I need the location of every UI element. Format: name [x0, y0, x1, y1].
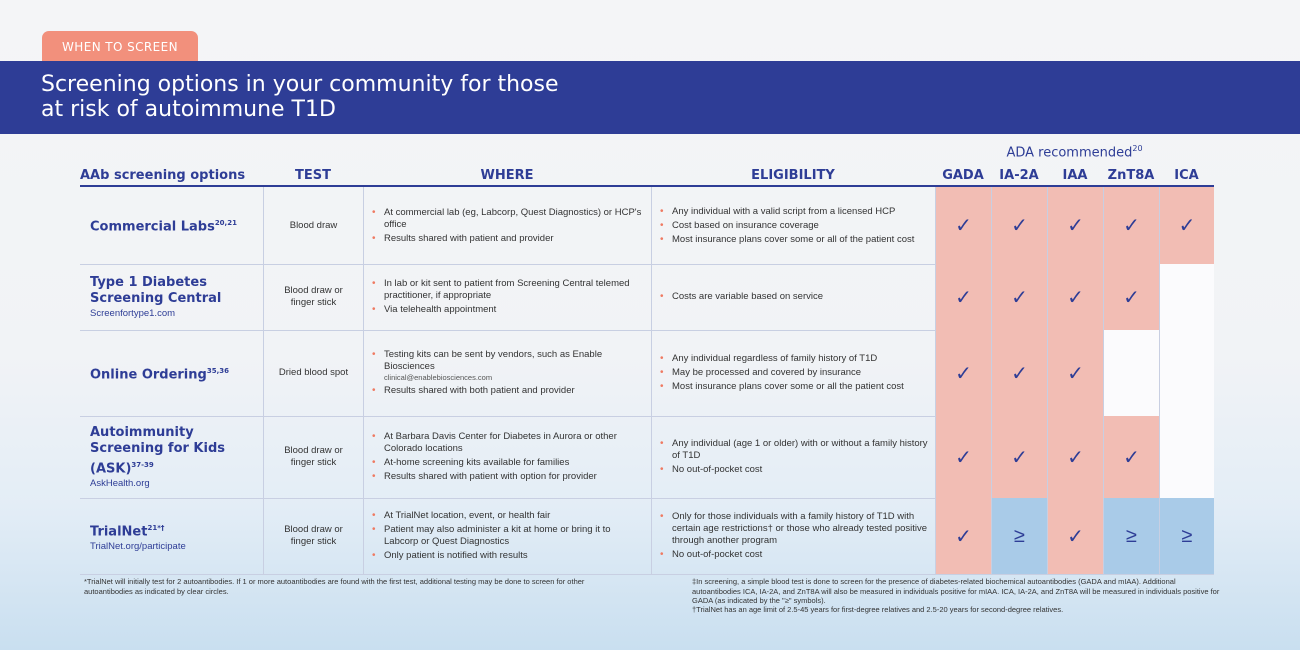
- where-item-text: At commercial lab (eg, Labcorp, Quest Diagnostics) or HCP's office: [384, 206, 642, 230]
- ica-mark-cell: [1159, 498, 1214, 574]
- ia2a-mark-cell: [991, 330, 1047, 416]
- znt8a-mark-cell: [1103, 330, 1159, 416]
- check-icon: ✓: [1067, 362, 1084, 385]
- option-name: [90, 215, 263, 235]
- eligibility-item: • Any individual with a valid script from a licensed HCP: [660, 206, 929, 218]
- where-cell: [363, 187, 651, 264]
- option-name-text: Commercial Labs: [90, 219, 215, 235]
- eligibility-item: • Costs are variable based on service: [660, 291, 929, 303]
- ica-mark-cell: [1159, 187, 1214, 264]
- where-item-text: Only patient is notified with results: [384, 550, 528, 561]
- option-reference: 20,21: [214, 219, 237, 228]
- where-cell: [363, 416, 651, 498]
- option-name-text: Type 1 Diabetes Screening Central: [90, 275, 222, 306]
- gada-mark-cell: [935, 264, 991, 330]
- vendor-email: clinical@enablebiosciences.com: [384, 373, 493, 382]
- section-tag: WHEN TO SCREEN: [42, 31, 198, 63]
- where-item-text: Results shared with patient and provider: [384, 232, 554, 244]
- where-item: [372, 207, 645, 231]
- where-item-text: At TrialNet location, event, or health fair: [384, 510, 551, 521]
- option-reference: 21*†: [147, 523, 165, 532]
- iaa-mark-cell: [1047, 498, 1103, 574]
- ia2a-mark-cell: [991, 416, 1047, 498]
- iaa-mark-cell: [1047, 330, 1103, 416]
- eligibility-item: • Cost based on insurance coverage: [660, 220, 929, 232]
- eligibility-cell: [651, 264, 935, 330]
- ada-label-text: ADA recommended: [1006, 145, 1133, 161]
- title-line-1: Screening options in your community for those: [41, 72, 559, 97]
- where-item: [372, 304, 645, 316]
- check-icon: ✓: [1067, 446, 1084, 469]
- check-icon: ✓: [1123, 446, 1140, 469]
- where-item: [372, 233, 645, 245]
- eligibility-cell: [651, 416, 935, 498]
- where-item: [372, 457, 645, 469]
- option-reference: 37-39: [131, 460, 154, 469]
- eligibility-item: • Any individual (age 1 or older) with or without a family history of T1D: [660, 438, 929, 462]
- option-name-text: Online Ordering: [90, 367, 207, 383]
- eligibility-cell: [651, 330, 935, 416]
- option-name: [90, 275, 263, 307]
- ica-mark-cell: [1159, 264, 1214, 330]
- check-icon: ✓: [1011, 215, 1028, 237]
- test-cell: Blood draw or finger stick: [263, 416, 363, 498]
- ia2a-mark-cell: [991, 187, 1047, 264]
- ada-recommended-label: [935, 144, 1214, 160]
- page-title: [41, 72, 681, 122]
- where-item: [372, 349, 645, 383]
- footnote-right-1: ‡In screening, a simple blood test is done to screen for the presence of diabetes-related biochemical autoantibodies (GADA and mIAA). Additional autoantibodies ICA, IA-2A, and ZnT8A will also be measured in individuals positive for mIAA. ICA, IA-2A, and ZnT8A will be measured in individuals positive for GADA (as indicated by the "≥" symbols).: [692, 577, 1220, 605]
- option-name-text: TrialNet: [90, 524, 148, 540]
- header-ia2a: IA-2A: [999, 168, 1039, 183]
- where-item: [372, 431, 645, 455]
- option-cell: [80, 264, 263, 330]
- znt8a-mark-cell: [1103, 416, 1159, 498]
- check-icon: ✓: [1011, 446, 1028, 469]
- gada-mark-cell: [935, 498, 991, 574]
- znt8a-mark-cell: [1103, 187, 1159, 264]
- greater-equal-icon: ≥: [1126, 524, 1137, 547]
- where-item: [372, 524, 645, 548]
- header-eligibility: ELIGIBILITY: [751, 168, 835, 183]
- table-row: [80, 416, 1214, 499]
- where-cell: [363, 498, 651, 574]
- where-item-text: Patient may also administer a kit at home or bring it to Labcorp or Quest Diagnostics: [384, 524, 611, 547]
- footnote-right-2: †TrialNet has an age limit of 2.5-45 years for first-degree relatives and 2.5-20 years for second-degree relatives.: [692, 605, 1064, 614]
- check-icon: ✓: [955, 446, 972, 469]
- iaa-mark-cell: [1047, 264, 1103, 330]
- option-name-text: Autoimmunity Screening for Kids (ASK): [90, 424, 226, 477]
- header-option: AAb screening options: [80, 168, 246, 183]
- title-banner: [0, 61, 1300, 134]
- where-item-text: Results shared with patient with option for provider: [384, 471, 597, 482]
- option-cell: [80, 416, 263, 498]
- footnote-left: *TrialNet will initially test for 2 autoantibodies. If 1 or more autoantibodies are found with the first test, additional testing may be done to screen for other autoantibodies as indicated by clear circles.: [84, 577, 585, 596]
- eligibility-item: • Any individual regardless of family history of T1D: [660, 353, 929, 365]
- check-icon: ✓: [1011, 362, 1028, 385]
- check-icon: ✓: [955, 525, 972, 548]
- check-icon: ✓: [1123, 215, 1140, 237]
- test-cell: Blood draw: [263, 187, 363, 264]
- where-item-text: In lab or kit sent to patient from Screening Central telemed practitioner, if appropriate: [384, 278, 630, 301]
- eligibility-cell: [651, 187, 935, 264]
- where-item-text: At-home screening kits available for families: [384, 457, 570, 468]
- title-line-2: at risk of autoimmune T1D: [41, 97, 336, 122]
- ada-sup: 20: [1132, 144, 1143, 153]
- header-ica: ICA: [1174, 168, 1199, 183]
- option-url[interactable]: TrialNet.org/participate: [90, 541, 186, 553]
- iaa-mark-cell: [1047, 187, 1103, 264]
- option-reference: 35,36: [206, 366, 229, 375]
- table-row: [80, 498, 1214, 575]
- check-icon: ✓: [955, 215, 972, 237]
- eligibility-item: • No out-of-pocket cost: [660, 464, 929, 476]
- option-cell: [80, 330, 263, 416]
- table-row: [80, 330, 1214, 417]
- gada-mark-cell: [935, 187, 991, 264]
- check-icon: ✓: [1067, 215, 1084, 237]
- check-icon: ✓: [1067, 525, 1084, 548]
- gada-mark-cell: [935, 330, 991, 416]
- ia2a-mark-cell: [991, 498, 1047, 574]
- eligibility-item: • No out-of-pocket cost: [660, 549, 929, 561]
- ica-mark-cell: [1159, 416, 1214, 498]
- check-icon: ✓: [955, 362, 972, 385]
- where-item: [372, 510, 645, 522]
- znt8a-mark-cell: [1103, 264, 1159, 330]
- greater-equal-icon: ≥: [1014, 524, 1025, 547]
- where-item: [372, 550, 645, 562]
- option-url[interactable]: AskHealth.org: [90, 478, 150, 490]
- eligibility-item: • May be processed and covered by insurance: [660, 367, 929, 379]
- where-cell: [363, 330, 651, 416]
- where-item-text: Testing kits can be sent by vendors, such as Enable Biosciences: [384, 349, 603, 372]
- where-item: [372, 385, 645, 397]
- option-url[interactable]: Screenfortype1.com: [90, 308, 176, 319]
- header-test: TEST: [295, 168, 331, 183]
- znt8a-mark-cell: [1103, 498, 1159, 574]
- option-cell: [80, 187, 263, 264]
- eligibility-item: • Most insurance plans cover some or all of the patient cost: [660, 234, 929, 246]
- test-cell: Blood draw or finger stick: [263, 498, 363, 574]
- where-cell: [363, 264, 651, 330]
- gada-mark-cell: [935, 416, 991, 498]
- eligibility-item: • Only for those individuals with a family history of T1D with certain age restrictions† or those who already tested positive through another program: [660, 511, 929, 547]
- check-icon: ✓: [1178, 215, 1196, 237]
- where-item-text: Via telehealth appointment: [384, 304, 497, 315]
- header-znt8a: ZnT8A: [1107, 168, 1155, 183]
- check-icon: ✓: [955, 286, 972, 309]
- check-icon: ✓: [1011, 286, 1028, 309]
- header-where: WHERE: [480, 168, 534, 183]
- where-item: [372, 471, 645, 483]
- option-cell: [80, 498, 263, 574]
- header-iaa: IAA: [1062, 168, 1088, 183]
- test-cell: Dried blood spot: [263, 330, 363, 416]
- table-row: [80, 187, 1214, 265]
- test-cell: Blood draw or finger stick: [263, 264, 363, 330]
- eligibility-cell: [651, 498, 935, 574]
- eligibility-item: • Most insurance plans cover some or all the patient cost: [660, 381, 929, 393]
- ia2a-mark-cell: [991, 264, 1047, 330]
- option-name: [90, 363, 263, 383]
- iaa-mark-cell: [1047, 416, 1103, 498]
- where-item-text: Results shared with both patient and provider: [384, 385, 575, 396]
- ica-mark-cell: [1159, 330, 1214, 416]
- where-item-text: At Barbara Davis Center for Diabetes in Aurora or other Colorado locations: [384, 431, 617, 454]
- header-gada: GADA: [942, 168, 984, 183]
- table-row: [80, 264, 1214, 331]
- option-name: [90, 520, 263, 540]
- check-icon: ✓: [1067, 286, 1084, 309]
- check-icon: ✓: [1123, 286, 1140, 309]
- greater-equal-icon: ≥: [1181, 524, 1193, 547]
- where-item: [372, 278, 645, 302]
- option-name: [90, 425, 263, 477]
